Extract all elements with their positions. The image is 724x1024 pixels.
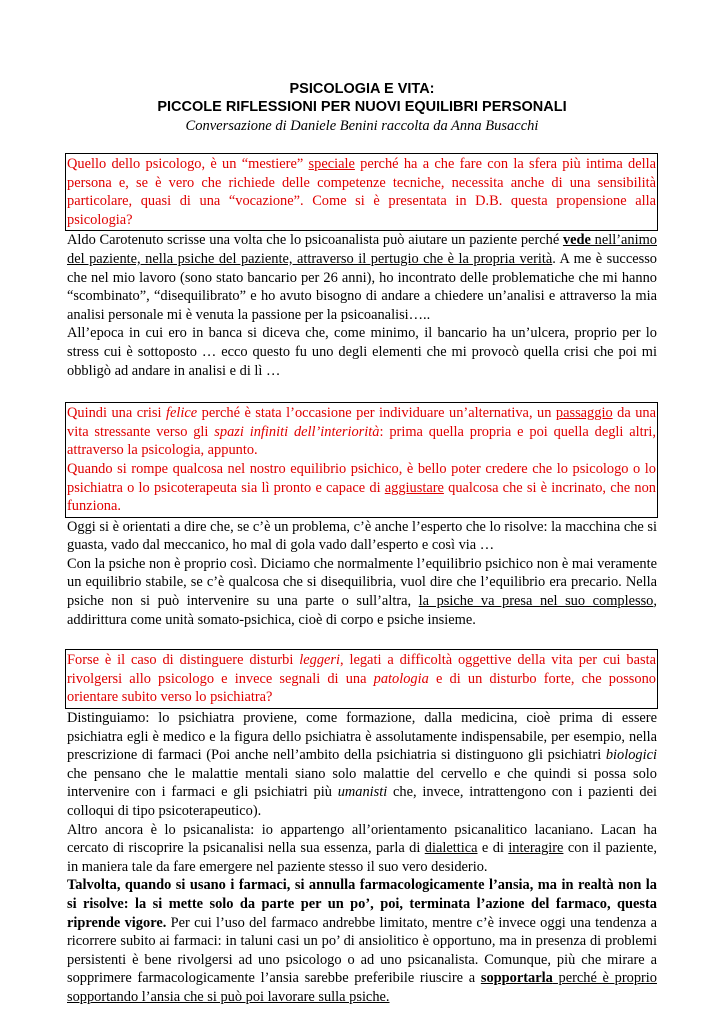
a1-underline: nell’animo del paziente, nella psiche del paziente, attraverso il pertugio che è la propria verità [67,232,657,267]
question-2-paragraph-1 [67,404,656,460]
a3-p2-underline-2: interagire [508,840,564,857]
answer-1-paragraph-1 [67,231,657,324]
question-box-1 [65,153,658,231]
a3-p2-text-c: con il paziente, in maniera tale da fare emergere nel paziente stesso il suo vero desiderio. [67,840,657,875]
q2-text-b: perché è stata l’occasione per individuare un’alternativa, un [197,405,556,422]
q2-text-a: Quindi una crisi [67,405,166,422]
question-2-paragraph-2 [67,460,656,516]
answer-3-paragraph-2 [67,821,657,877]
q3-italic-1: leggeri [299,652,340,669]
question-1-text [67,155,656,229]
document-page [67,80,657,1007]
a3-p3-bold-underline: sopportarla [480,970,553,987]
a1-bold-underline: vede [562,232,591,249]
answer-3-paragraph-3 [67,876,657,1006]
answer-1-paragraph-2: All’epoca in cui ero in banca si diceva che, come minimo, il bancario ha un’ulcera, proprio per lo stress cui è sottoposto … ecco questo fu uno degli elementi che mi provocò quella crisi che poi mi obbligò ad andare in analisi e di lì … [67,325,657,379]
a3-p2-text-b: e di [477,840,509,857]
answer-2-paragraph-2 [67,555,657,629]
q3-text-a: Forse è il caso di distinguere disturbi [67,652,300,669]
subtitle: Conversazione di Daniele Benini raccolta da Anna Busacchi [185,118,539,134]
q3-italic-2: patologia [373,670,429,687]
q2-p2-text-a: Quando si rompe qualcosa nel nostro equilibrio psichico, è bello poter credere che lo psicologo o lo psichiatra o lo psicoterapeuta sia lì pronto e capace di [67,460,656,496]
answer-2-paragraph-1: Oggi si è orientati a dire che, se c’è un problema, c’è anche l’esperto che lo risolve: la macchina che si guasta, vado dal meccanico, ho mal di gola vado dall’esperto e così via … [67,518,657,554]
a3-p1-text-c: che, invece, intrattengono con i pazienti dei colloqui di tipo psicoterapeutico). [67,784,657,819]
a3-p2-underline-1: dialettica [424,840,478,857]
a2-text-b: , addirittura come unità somato-psichica, cioè di corpo e psiche insieme. [67,593,657,628]
q3-text-b: , legati a difficoltà oggettive della vita per cui basta rivolgersi allo psicologo e invece segnali di una [67,652,656,687]
a1-text-b: . A me è successo che nel mio lavoro (sono stato bancario per 26 anni), ho incontrato delle problematiche che mi hanno “scombinato”, “disequilibrato” e ho avuto bisogno di andare a chiedere un’analisi e attraverso la mia analisi personale mi è venuta la passione per la psicoanalisi….. [67,250,657,323]
a3-p2-text-a: Altro ancora è lo psicanalista: io appartengo all’orientamento psicanalitico lacaniano. Lacan ha cercato di riscoprire la psicanalisi nella sua essenza, parla di [67,821,657,857]
question-box-2 [65,402,658,518]
q2-p2-text-b: qualcosa che si è incrinato, che non funziona. [67,479,656,515]
question-3-text [67,651,656,707]
q3-text-c: e di un disturbo forte, che possono orientare subito verso lo psichiatra? [67,670,656,706]
answer-2 [67,518,657,630]
a3-p1-text-b: che pensano che le malattie mentali siano solo malattie del cervello e che quindi si possa solo intervenire con i farmaci e gli psichiatri più [67,765,657,801]
q2-text-c: da una vita stressante verso gli [67,405,656,440]
q2-italic-1: felice [165,405,198,422]
a1-text-a: Aldo Carotenuto scrisse una volta che lo psicoanalista può aiutare un paziente perché [67,232,563,249]
answer-3-paragraph-1 [67,709,657,821]
a3-p1-italic-1: biologici [605,747,657,764]
q2-italic-2: spazi infiniti dell’interiorità [214,423,380,440]
q2-text-d: : prima quella propria e poi quella degli altri, attraverso la psicologia, appunto. [67,423,657,459]
q1-text-a: Quello dello psicologo, è un “mestiere” [67,156,309,172]
a3-p1-italic-2: umanisti [337,784,388,801]
question-box-3 [65,649,658,709]
a3-p3-underline: perché è proprio sopportando l’ansia che si può poi lavorare sulla psiche. [67,970,657,1005]
a2-underline: la psiche va presa nel suo complesso [418,593,654,610]
answer-3 [67,709,657,1007]
a2-text-a: Con la psiche non è proprio così. Diciamo che normalmente l’equilibrio psichico non è mai veramente un equilibrio stabile, se c’è qualcosa che si disequilibria, vuol dire che l’equilibrio era precario. Nella psiche non si può intervenire su una parte o sull’altra, [67,555,657,610]
q1-text-b: perché ha a che fare con la sfera più intima della persona e, se è vero che richiede delle competenze tecniche, necessita anche di una sensibilità particolare, quasi di una “vocazione”. Come si è presentata in D.B. questa propensione alla psicologia? [67,156,656,228]
q2-p2-underline: aggiustare [384,479,444,496]
q1-underline: speciale [308,156,355,172]
answer-1 [67,231,657,380]
title-line-2: PICCOLE RIFLESSIONI PER NUOVI EQUILIBRI PERSONALI [157,99,567,115]
a3-p3-text-a: Per cui l’uso del farmaco andrebbe limitato, mentre c’è invece oggi una tendenza a ricorrere subito ai farmaci: in taluni casi un po’ di ansiolitico è opportuno, ma in presenza di problemi persistenti è bene rivolgersi ad uno psicologo o ad uno psicanalista. Comunque, più che mirare a sopprimere farmacologicamente l’ansia sarebbe preferibile riuscire a [67,914,657,987]
a3-p1-text-a: Distinguiamo: lo psichiatra proviene, come formazione, dalla medicina, cioè prima di essere psichiatra egli è medico e la figura dello psichiatra è assolutamente indispensabile, per esempio, nella prescrizione di farmaci (Poi anche nell’ambito della psichiatria si distinguono gli psichiatri [67,710,657,764]
a3-p3-bold: Talvolta, quando si usano i farmaci, si annulla farmacologicamente l’ansia, ma in realtà non la si risolve: la si mette solo da parte per un po’, poi, terminata l’azione del farmaco, questa riprende vigore. [67,877,657,931]
title-line-1: PSICOLOGIA E VITA: [289,81,435,97]
q2-underline: passaggio [555,405,613,422]
